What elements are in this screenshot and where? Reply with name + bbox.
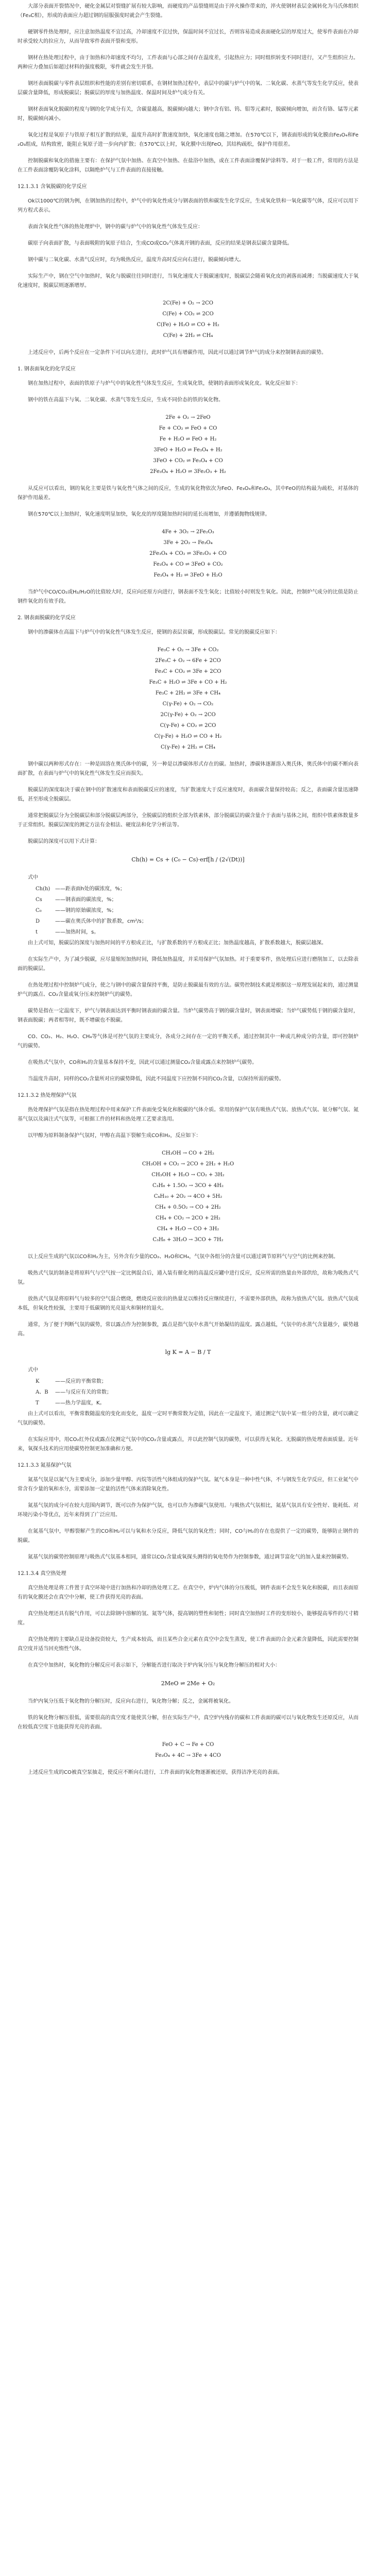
chemical-equation: Fe₃C + H₂O ⇌ 3Fe + CO + H₂ <box>149 680 227 685</box>
chemical-equation: 2C(γ-Fe) + O₂ → 2CO <box>160 712 216 718</box>
paragraph: 钢材在热处理过程中，由于加热和冷却速度不均匀，工件表面与心部之间存在温度差，引起热应力；同时组织转变不同时进行，又产生组织应力。两种应力叠加后如超过材料的强度极限，零件就会发生开裂。 <box>18 55 358 70</box>
paragraph: 真空热处理是将工件置于真空环境中进行加热和冷却的热处理工艺。在真空中，炉内气体的分压极低，钢件表面不会发生氧化和脱碳，而且表面原有的氧化膜还会在真空中分解，使工件获得光亮的表面。 <box>18 1585 358 1600</box>
chemical-equation: Fe₃O₄ + H₂ ⇌ 3FeO + H₂O <box>153 572 223 578</box>
symbol-meaning: ——钢表面的碳浓度，%； <box>55 897 117 903</box>
chemical-equation: Fe₃O₄ + 4C → 3Fe + 4CO <box>155 1753 221 1758</box>
paragraph: 从反应可以看出，钢的氧化主要是铁与氧化性气体之间的反应，生成的氧化物依次为FeO、Fe₃O₄和Fe₂O₃，其中FeO的结构最为疏松，对基体的保护作用最差。 <box>18 486 358 501</box>
symbol-meaning: ——加热时间，s。 <box>55 929 99 935</box>
symbol-definition <box>18 1399 358 1408</box>
paragraph: 热处理保护气氛是指在热处理过程中用来保护工件表面免受氧化和脱碳的气体介质。常用的保护气氛有吸热式气氛、放热式气氛、氨分解气氛、氮基气氛以及滴注式气氛等，可根据工件的材料和热处理工艺要求选用。 <box>18 1107 358 1122</box>
symbol: T <box>36 1400 39 1406</box>
paragraph: 上述反应中，后两个反应在一定条件下可以向左进行，此时炉气具有增碳作用，因此可以通过调节炉气的成分来控制钢表面的碳势。 <box>28 350 327 355</box>
symbol: C₀ <box>36 908 42 913</box>
chemical-equation: CH₄ + CO₂ → 2CO + 2H₂ <box>156 1215 220 1221</box>
chemical-equation: C₃H₈ + 3H₂O → 3CO + 7H₂ <box>152 1237 224 1243</box>
symbol-meaning: ——热力学温度，K。 <box>55 1400 105 1406</box>
paragraph: 钢材表面氧化脱碳的程度与钢的化学成分有关，含碳量越高，脱碳倾向越大；钢中含有铝、钨、钼等元素时，脱碳倾向增加，而含有铬、锰等元素时，脱碳倾向减小。 <box>18 107 358 122</box>
symbol-definition <box>18 895 358 905</box>
paragraph: 脱碳层的深度可以用下式计算： <box>28 839 100 844</box>
paragraph: 当温度升高时，同样的CO₂含量所对应的碳势降低，因此不同温度下应控制不同的CO₂含量，以保持所需的碳势。 <box>28 1076 284 1082</box>
paragraph: 以上反应生成的气氛以CO和H₂为主，另外含有少量的CO₂、H₂O和CH₄，气氛中各组分的含量可以通过调节原料气与空气的比例来控制。 <box>28 1254 339 1260</box>
formula: 2MeO ⇌ 2Me + O₂ <box>161 1680 215 1687</box>
chemical-equation: 3FeO + H₂O ⇌ Fe₃O₄ + H₂ <box>153 447 223 453</box>
paragraph: 脱碳层的深度取决于碳在钢中的扩散速度和表面脱碳反应的速度，当扩散速度大于反应速度时，表面碳含量保持较高；反之，表面碳含量迅速降低，甚至形成全脱碳层。 <box>18 787 358 802</box>
paragraph: 上述反应生成的CO被真空泵抽走，使反应不断向右进行，工件表面的氧化物逐渐被还原，获得洁净光亮的表面。 <box>28 1770 283 1775</box>
paragraph: 通常把脱碳层分为全脱碳层和部分脱碳层两部分，全脱碳层的组织全部为铁素体，部分脱碳层的碳含量介于表面与基体之间，组织中铁素体数量多于正常组织。脱碳层深度的测定方法有金相法、硬度法和化学分析法等。 <box>18 813 358 828</box>
symbol-definition <box>18 928 358 937</box>
symbol-meaning: ——距表面h处的碳浓度，%； <box>55 886 125 892</box>
paragraph: 在热处理过程中控制炉气成分，使之与钢中的碳含量保持平衡，是防止脱碳最有效的方法。碳势控制技术就是根据这一原理发展起来的，通过测量炉气的露点、CO₂含量或氧分压来控制炉气的碳势。 <box>18 982 358 997</box>
paragraph: 放热式气氛是将原料气与较多的空气混合燃烧，燃烧反应放出的热量足以维持反应继续进行，不需要外部供热，故称为放热式气氛。放热式气氛成本低，但氧化性较强，主要用于低碳钢的光亮退火和铜材的退火。 <box>18 1296 358 1311</box>
symbol: Cs <box>36 897 42 903</box>
chemical-equation: 4Fe + 3O₂ → 2Fe₂O₃ <box>162 529 214 535</box>
paragraph: Ok以1000℃的钢为例，在钢加热的过程中，炉气中的氧化性成分与钢表面的铁和碳发生化学反应，生成氧化铁和一氧化碳等气体，反应可以用下列方程式表示。 <box>18 198 358 213</box>
equation-block <box>18 298 358 341</box>
section-heading: 2. 钢表面脱碳的化学反应 <box>18 615 76 621</box>
paragraph: 在真空中加热时，氧化物的分解反应可表示如下，分解能否进行取决于炉内氧分压与氧化物分解压的相对大小： <box>28 1663 280 1668</box>
chemical-equation: Fe₃O₄ + CO ⇌ 3FeO + CO₂ <box>153 562 223 567</box>
paragraph: 钢中的铁在高温下与氧、二氧化碳、水蒸气等发生反应，生成不同价态的铁的氧化物。 <box>28 397 224 403</box>
chemical-equation: 3Fe + 2O₂ → Fe₃O₄ <box>163 540 213 546</box>
chemical-equation: 2C(Fe) + O₂ → 2CO <box>162 300 214 306</box>
chemical-equation: Fe₃C + 2H₂ ⇌ 3Fe + CH₄ <box>155 690 221 696</box>
paragraph: 钢坯表面脱碳与零件表层组织和性能的差别有密切联系，在钢材加热过程中，表层中的碳与炉气中的氧、二氧化碳、水蒸气等发生化学反应，使表层碳含量降低，形成脱碳层；脱碳层的厚度与加热温度、保温时间及炉气成分有关。 <box>18 81 358 96</box>
equation-block <box>18 1148 358 1245</box>
symbol-definition <box>18 917 358 926</box>
symbol-definition <box>18 885 358 894</box>
paragraph: 钢在570℃以上加热时，氧化速度明显加快，氧化皮的厚度随加热时间的延长而增加，并遵循抛物线规律。 <box>28 512 270 517</box>
paragraph: 当炉气中CO/CO₂或H₂/H₂O的比值较大时，反应向还原方向进行，钢表面不发生氧化；比值较小时则发生氧化。因此，控制炉气成分的比值是防止钢件氧化的有效手段。 <box>18 589 358 604</box>
section-heading: 12.1.3.4 真空热处理 <box>18 1571 66 1577</box>
chemical-equation: C(γ-Fe) + 2H₂ ⇌ CH₄ <box>160 744 216 750</box>
chemical-equation: Fe₃C + CO₂ ⇌ 3Fe + 2CO <box>155 669 221 674</box>
symbol-definition <box>18 1377 358 1386</box>
paragraph: 氮基气氛的碳势控制原理与吸热式气氛基本相同，通常以CO₂含量或氧探头测得的氧电势作为控制参数，通过调节富化气的加入量来控制碳势。 <box>28 1554 352 1560</box>
chemical-equation: C(γ-Fe) + O₂ → CO₂ <box>162 701 214 707</box>
chemical-equation: CH₃OH + H₂O → CO₂ + 3H₂ <box>151 1172 225 1178</box>
chemical-equation: CH₃OH + CO₂ → 2CO + 2H₂ + H₂O <box>142 1161 234 1167</box>
chemical-equation: CH₄ + 0.5O₂ → CO + 2H₂ <box>155 1205 221 1210</box>
section-heading: 1. 钢表面氧化的化学反应 <box>18 366 76 372</box>
formula: lg K = A − B / T <box>165 1349 211 1355</box>
paragraph: 以甲醇为原料制备保护气氛时，甲醇在高温下裂解生成CO和H₂，反应如下： <box>28 1133 201 1139</box>
chemical-equation: Fe + H₂O ⇌ FeO + H₂ <box>159 436 217 442</box>
formula-legend-intro: 式中 <box>28 1367 38 1373</box>
symbol-definition <box>18 1388 358 1397</box>
chemical-equation: C(Fe) + CO₂ ⇌ 2CO <box>162 311 214 317</box>
paragraph: 实际生产中，钢在空气中加热时，氧化与脱碳往往同时进行，当氧化速度大于脱碳速度时，脱碳层会随着氧化皮的剥落而减薄；当脱碳速度大于氧化速度时，脱碳层则逐渐增厚。 <box>18 274 358 289</box>
paragraph: 氮基气氛是以氮气为主要成分，添加少量甲醇、丙烷等活性气体组成的保护气氛。氮气本身是一种中性气体，不与钢发生化学反应，但工业氮气中常含有少量的氧和水分，需要添加一定量的活性气体来消除氧化性。 <box>18 1477 358 1492</box>
equation-block <box>18 527 358 581</box>
paragraph: 钢中碳与二氧化碳、水蒸气反应时，均为吸热反应，温度升高时反应向右进行，脱碳倾向增大。 <box>28 257 244 263</box>
equation-block <box>18 412 358 477</box>
chemical-equation: 2Fe₃C + O₂ → 6Fe + 2CO <box>155 658 221 664</box>
chemical-equation: C(γ-Fe) + H₂O ⇌ CO + H₂ <box>154 734 222 739</box>
chemical-equation: FeO + C → Fe + CO <box>162 1742 214 1748</box>
paragraph: 在实际应用中，用CO₂红外仪或露点仪测定气氛中的CO₂含量或露点，并以此控制气氛的碳势，可以获得无氧化、无脱碳的热处理表面质量。近年来，氧探头技术的应用使碳势控制更加准确和方便。 <box>18 1437 358 1452</box>
equation-block <box>18 1739 358 1761</box>
equation-block <box>18 645 358 753</box>
symbol-meaning: ——与反应有关的常数； <box>55 1389 112 1395</box>
paragraph: 氮基气氛的成分可在较大范围内调节，既可以作为保护气氛，也可以作为渗碳气氛使用。与吸热式气氛相比，氮基气氛具有安全性好、能耗低、对环境污染小等优点，近年来得到了广泛应用。 <box>18 1503 358 1518</box>
chemical-equation: CH₃OH → CO + 2H₂ <box>162 1150 214 1156</box>
paragraph: 通常，为了便于判断气氛的碳势，常以露点作为控制参数，露点是指气氛中水蒸气开始凝结的温度。露点越低，气氛中的水蒸气含量越少，碳势越高。 <box>18 1322 358 1337</box>
paragraph: 氧化过程是氧原子与铁原子相互扩散的结果，温度升高时扩散速度加快，氧化速度也随之增加。在570℃以下，钢表面形成的氧化膜由Fe₃O₄和Fe₂O₃组成，结构致密，能阻止氧原子进一步向内扩散；在570℃以上时，氧化膜中出现FeO，其结构疏松，保护作用很差。 <box>18 132 358 147</box>
paragraph: 碳原子向表面扩散，与表面吸附的氧原子结合，生成CO或CO₂气体离开钢的表面，反应的结果是钢表层碳含量降低。 <box>28 241 293 246</box>
formula: Ch(h) = Cs + (C₀ − Cs)·erf[h / (2√(Dt))] <box>131 856 245 863</box>
paragraph: 碳势是指在一定温度下，炉气与钢表面达到平衡时钢表面的碳含量。当炉气碳势高于钢的碳含量时，钢表面增碳；当炉气碳势低于钢的碳含量时，钢表面脱碳；两者相等时，既不增碳也不脱碳。 <box>18 1008 358 1023</box>
chemical-equation: C(Fe) + 2H₂ ⇌ CH₄ <box>163 333 213 338</box>
chemical-equation: 2Fe₃O₄ + H₂O ⇌ 3Fe₂O₃ + H₂ <box>150 469 226 474</box>
paragraph: 钢中的渗碳体在高温下与炉气中的氧化性气体发生反应，使钢的表层贫碳，形成脱碳层。常见的脱碳反应如下： <box>28 630 280 635</box>
symbol-definition <box>18 906 358 916</box>
paragraph: 真空热处理还具有脱气作用，可以去除钢中溶解的氢、氮等气体，提高钢的塑性和韧性；同时真空加热时工件的变形较小，能够提高零件的尺寸精度。 <box>18 1611 358 1626</box>
chemical-equation: 3FeO + CO₂ ⇌ Fe₃O₄ + CO <box>153 458 223 464</box>
chemical-equation: CH₄ + H₂O → CO + 3H₂ <box>157 1226 219 1232</box>
paragraph: 钢在加热过程中，表面的铁原子与炉气中的氧化性气体发生反应，生成氧化铁，使钢的表面形成氧化皮。氧化反应如下： <box>28 381 301 386</box>
symbol-meaning: ——钢的原始碳浓度，%； <box>55 908 117 913</box>
chemical-equation: C₄H₁₀ + 2O₂ → 4CO + 5H₂ <box>153 1194 223 1199</box>
symbol-meaning: ——反应的平衡常数； <box>55 1379 107 1384</box>
symbol: K <box>36 1379 40 1384</box>
section-heading: 12.1.3.3 氮基保护气氛 <box>18 1463 72 1468</box>
paragraph: 真空热处理的主要缺点是设备投资较大，生产成本较高，而且某些合金元素在真空中会发生蒸发，使工件表面的合金元素含量降低，因此需要控制真空度并适当回充惰性气体。 <box>18 1637 358 1652</box>
symbol: t <box>36 929 38 935</box>
chemical-equation: Fe₃C + O₂ → 3Fe + CO₂ <box>157 647 219 653</box>
chemical-equation: C(γ-Fe) + CO₂ ⇌ 2CO <box>160 723 216 728</box>
symbol: Ch(h) <box>36 886 50 892</box>
section-heading: 12.1.3.2 热处理保护气氛 <box>18 1093 77 1098</box>
paragraph: 大部分表面开裂情况中，硬化金属层对裂缝扩展有较大影响，而硬度的产品裂缝则是由于淬火操作带来的，淬火使钢材表层金属转化为马氏体组织（Fe₃C相），形成的表面应力超过钢的屈服强度时就会产生裂缝。 <box>18 4 358 19</box>
paragraph: CO、CO₂、H₂、H₂O、CH₄等气体是可控气氛的主要成分，各成分之间存在一定的平衡关系，通过控制其中一种或几种成分的含量，即可控制炉气的碳势。 <box>18 1034 358 1049</box>
paragraph: 由上式可知，脱碳层的深度与加热时间的平方根成正比，与扩散系数的平方根成正比；加热温度越高，扩散系数越大，脱碳层越深。 <box>28 940 327 946</box>
paragraph: 在氮基气氛中，甲醇裂解产生的CO和H₂可以与氧和水分反应，降低气氛的氧化性；同时，CO与H₂的存在也提供了一定的碳势，能够防止钢件的脱碳。 <box>18 1529 358 1544</box>
section-heading: 12.1.3.1 含氧脱碳的化学反应 <box>18 184 87 190</box>
paragraph: 吸热式气氛的制备是将原料气与空气按一定比例混合后，通入装有催化剂的高温反应罐中进行反应，反应所需的热量由外部供给，故称为吸热式气氛。 <box>18 1270 358 1285</box>
paragraph: 由上式可以看出，平衡常数随温度的变化而变化，温度一定时平衡常数为定值，因此在一定温度下，通过测定气氛中某一组分的含量，就可以确定气氛的碳势。 <box>18 1411 358 1426</box>
paragraph: 铁的氧化物分解压很低，需要很高的真空度才能使其分解，但在实际生产中，真空炉内残存的碳和工件表面的碳可以与氧化物发生还原反应，从而在较低真空度下也能获得光亮的表面。 <box>18 1715 358 1730</box>
formula-legend-intro: 式中 <box>28 875 38 880</box>
symbol: A、B <box>36 1389 48 1395</box>
paragraph: 当炉内氧分压低于氧化物的分解压时，反应向右进行，氧化物分解；反之，金属将被氧化。 <box>28 1699 234 1704</box>
chemical-equation: C₃H₈ + 1.5O₂ → 3CO + 4H₂ <box>152 1183 224 1189</box>
paragraph: 钢中碳以两种形式存在：一种是固溶在奥氏体中的碳，另一种是以渗碳体形式存在的碳。加热时，渗碳体逐渐溶入奥氏体，奥氏体中的碳不断向表面扩散，在表面与炉气中的氧化性气体发生反应而损失。 <box>18 761 358 776</box>
paragraph: 控制脱碳和氧化的措施主要有：在保护气氛中加热、在真空中加热、在盐浴中加热，或在工件表面涂覆保护涂料等。对于一般工件，常用的方法是在工件表面涂覆防氧化涂料，以隔绝炉气与工件表面的直接接触。 <box>18 158 358 173</box>
paragraph: 在吸热式气氛中，CO和H₂的含量基本保持不变，因此可以通过测量CO₂含量或露点来控制炉气碳势。 <box>28 1060 258 1065</box>
symbol: D <box>36 919 40 924</box>
symbol-meaning: ——碳在奥氏体中的扩散系数，cm²/s； <box>55 919 147 924</box>
chemical-equation: Fe + CO₂ ⇌ FeO + CO <box>159 426 217 431</box>
chemical-equation: C(Fe) + H₂O ⇌ CO + H₂ <box>157 322 219 328</box>
paragraph: 表面含氧化性气体的热处理炉中，钢中的碳与炉气中的氧化性气体发生反应： <box>28 224 203 230</box>
chemical-equation: 2Fe₃O₄ + CO₂ ⇌ 3Fe₂O₃ + CO <box>149 551 227 556</box>
paragraph: 在实际生产中，为了减少脱碳，应尽量缩短加热时间，降低加热温度，并采用保护气氛加热。对于重要零件，热处理后应进行磨削加工，以去除表面的脱碳层。 <box>18 957 358 972</box>
chemical-equation: 2Fe + O₂ → 2FeO <box>165 415 211 420</box>
paragraph: 硬钢零件热处理时，应注意加热温度不宜过高，冷却速度不宜过快，保温时间不宜过长，否则容易造成表面硬化层的厚度过大，使零件表面在冷却时承受较大的拉应力，从而导致零件表面开裂和变形。 <box>18 29 358 44</box>
